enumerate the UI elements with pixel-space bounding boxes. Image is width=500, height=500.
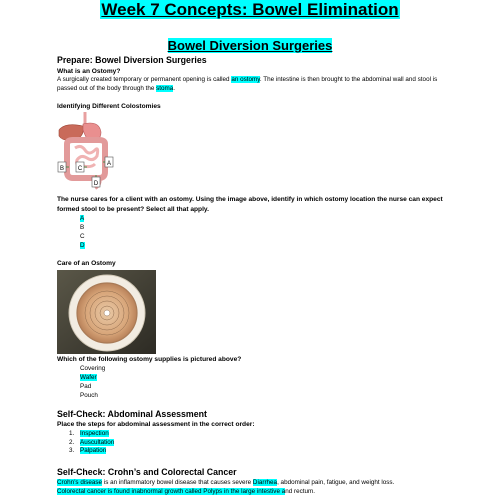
term-crohns: Crohn’s disease [57, 479, 103, 486]
prepare-heading: Prepare: Bowel Diversion Surgeries [57, 55, 207, 65]
abdominal-heading: Self-Check: Abdominal Assessment [57, 409, 207, 419]
option-a[interactable]: A [80, 215, 85, 222]
step-item[interactable]: 3. Palpation [69, 447, 107, 454]
figure-label-c: C [77, 166, 83, 172]
colostomy-options [80, 214, 85, 250]
abdominal-prompt: Place the steps for abdominal assessment in the correct order: [57, 421, 255, 428]
colorectal-highlight: Colorectal cancer is found inabnormal growth called Polyps in the large intestive a [57, 487, 286, 495]
option-wafer[interactable]: Wafer [80, 374, 97, 381]
option-d[interactable]: D [80, 242, 85, 249]
section-title: Bowel Diversion Surgeries [167, 38, 333, 53]
page-title: Week 7 Concepts: Bowel Elimination [101, 0, 399, 19]
option-b[interactable]: B [80, 224, 85, 231]
figure-label-b: B [59, 166, 65, 172]
term-stoma: stoma [156, 84, 174, 92]
ostomy-wafer-photo [57, 270, 156, 354]
figure-label-d: D [93, 181, 99, 187]
stoma-opening [104, 310, 110, 316]
step-item[interactable]: 2. Auscultation [69, 438, 115, 446]
option-pouch[interactable]: Pouch [80, 392, 98, 399]
abdominal-steps [69, 430, 114, 456]
figure-label-a: A [106, 161, 112, 167]
step-item[interactable]: 1. Inspection [69, 430, 109, 437]
term-ostomy: an ostomy [231, 76, 260, 83]
care-question: Which of the following ostomy supplies is pictured above? [57, 356, 242, 363]
care-heading: Care of an Ostomy [57, 260, 116, 267]
colostomy-heading: Identifying Different Colostomies [57, 103, 161, 110]
option-c[interactable]: C [80, 233, 85, 240]
crohns-heading: Self-Check: Crohn’s and Colorectal Cancer [57, 467, 237, 477]
option-pad[interactable]: Pad [80, 383, 92, 390]
colostomy-diagram [55, 110, 117, 190]
term-diarrhea: Diarrhea [252, 479, 278, 486]
care-options [80, 364, 105, 400]
ostomy-subheading: What is an Ostomy? [57, 68, 121, 75]
option-covering[interactable]: Covering [80, 365, 106, 372]
crohns-text: Crohn’s disease is an inflammatory bowel disease that causes severe Diarrhea, abdominal pain, fatigue, and weight loss. Colorectal cancer is found inabnormal growth called Polyps in the large intestive and rectum. [57, 479, 395, 495]
colostomy-question: The nurse cares for a client with an ostomy. Using the image above, identify in which ostomy location the nurse can expect formed stool to be present? Select all that apply. [57, 196, 443, 213]
ostomy-definition: A surgically created temporary or permanent opening is called an ostomy. The intestine is then brought to the abdominal wall and stool is passed out of the body through the stoma. [57, 76, 438, 92]
